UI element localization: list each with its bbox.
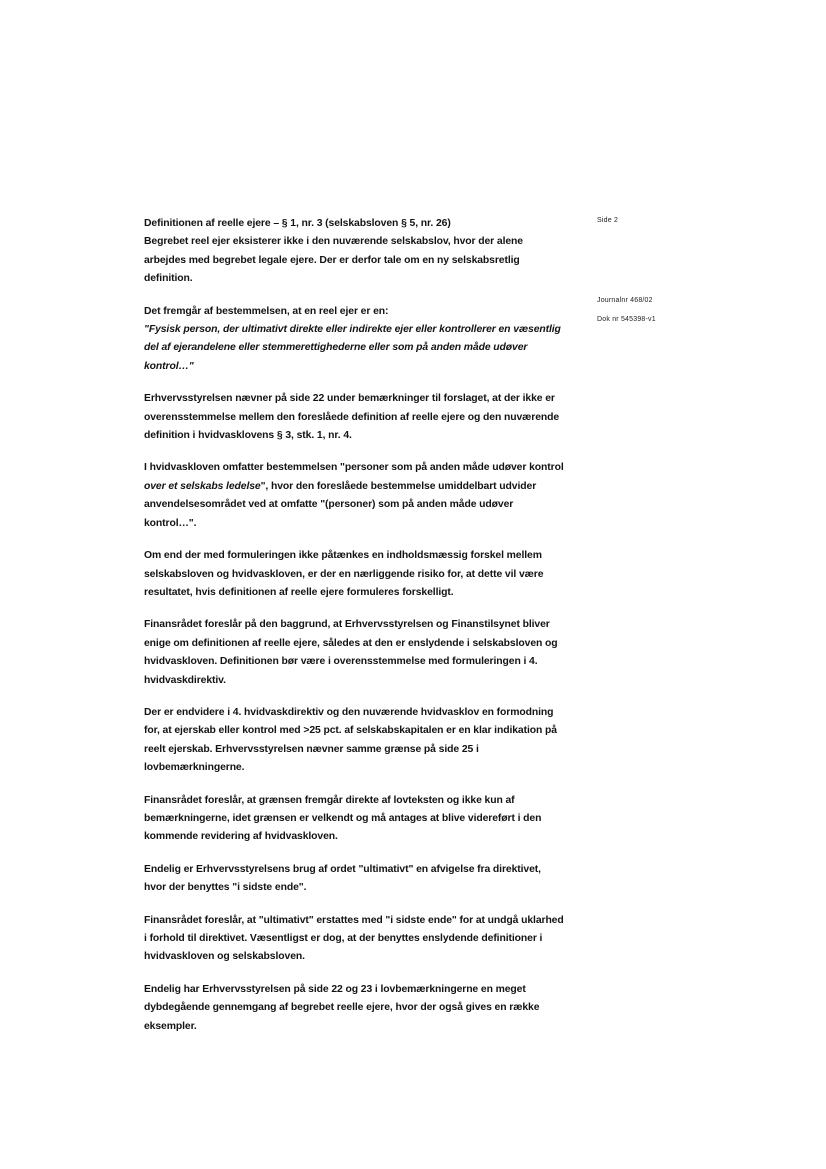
journal-number: Journalnr 468/02 <box>597 297 653 304</box>
paragraph-8: Finansrådet foreslår, at grænsen fremgår direkte af lovteksten og ikke kun af bemærkningerne, idet grænsen er velkendt og må antages at blive videreført i den kommende revidering af hvidvaskloven. <box>144 794 542 843</box>
page-number: Side 2 <box>597 217 619 224</box>
paragraph-4 <box>144 459 564 533</box>
paragraph-10: Finansrådet foreslår, at "ultimativt" erstattes med "i sidste ende" for at undgå uklarhed i forhold til direktivet. Væsentligst er dog, at der benyttes enslydende definitioner i hvidvaskloven og selskabsloven. <box>144 914 564 963</box>
paragraph-4-b: ", hvor den foreslåede bestemmelse umiddelbart udvider anvendelsesområdet ved at omfatte "(personer) som på anden måde udøver kontrol…". <box>144 480 537 529</box>
paragraph-7: Der er endvidere i 4. hvidvaskdirektiv og den nuværende hvidvasklov en formodning for, at ejerskab eller kontrol med >25 pct. af selskabskapitalen er en klar indikation på reelt ejerskab. Erhvervsstyrelsen nævner samme grænse på side 25 i lovbemærkningerne. <box>144 706 557 774</box>
paragraph-4-a: I hvidvaskloven omfatter bestemmelsen "personer som på anden måde udøver kontrol <box>144 462 564 474</box>
definition-quote: "Fysisk person, der ultimativt direkte eller indirekte ejer eller kontrollerer en væsentlig del af ejerandelene eller stemmerettighederne eller som på anden måde udøver kontrol…" <box>144 324 561 372</box>
section-title: Definitionen af reelle ejere – § 1, nr. 3 (selskabsloven § 5, nr. 26) <box>144 218 451 229</box>
paragraph-6: Finansrådet foreslår på den baggrund, at Erhvervsstyrelsen og Finanstilsynet bliver enige om definitionen af reelle ejere, således at den er enslydende i selskabsloven og hvidvaskloven. Definitionen bør være i overensstemmelse med formuleringen i 4. hvidvaskdirektiv. <box>144 619 558 686</box>
paragraph-5: Om end der med formuleringen ikke påtænkes en indholdsmæssig forskel mellem selskabsloven og hvidvaskloven, er der en nærliggende risiko for, at dette vil være resultatet, hvis definitionen af reelle ejere formuleres forskelligt. <box>144 550 544 598</box>
letter-body <box>144 215 564 1036</box>
paragraph-3: Erhvervsstyrelsen nævner på side 22 under bemærkninger til forslaget, at der ikke er overensstemmelse mellem den foreslåede definition af reelle ejere og den nuværende definition i hvidvasklovens § 3, stk. 1, nr. 4. <box>144 393 560 442</box>
document-number: Dok nr 545398-v1 <box>597 316 656 323</box>
paragraph-4-italic: over et selskabs ledelse <box>144 480 261 492</box>
paragraph-1: Begrebet reel ejer eksisterer ikke i den nuværende selskabslov, hvor der alene arbejdes med begrebet legale ejere. Der er derfor tale om en ny selskabsretlig definition. <box>144 236 523 285</box>
paragraph-9: Endelig er Erhvervsstyrelsens brug af ordet "ultimativt" en afvigelse fra direktivet, hvor der benyttes "i sidste ende". <box>144 863 541 894</box>
paragraph-2-intro: Det fremgår af bestemmelsen, at en reel ejer er en: <box>144 305 389 317</box>
paragraph-11: Endelig har Erhvervsstyrelsen på side 22 og 23 i lovbemærkningerne en meget dybdegående gennemgang af begrebet reelle ejere, hvor der også gives en række eksempler. <box>144 983 540 1032</box>
